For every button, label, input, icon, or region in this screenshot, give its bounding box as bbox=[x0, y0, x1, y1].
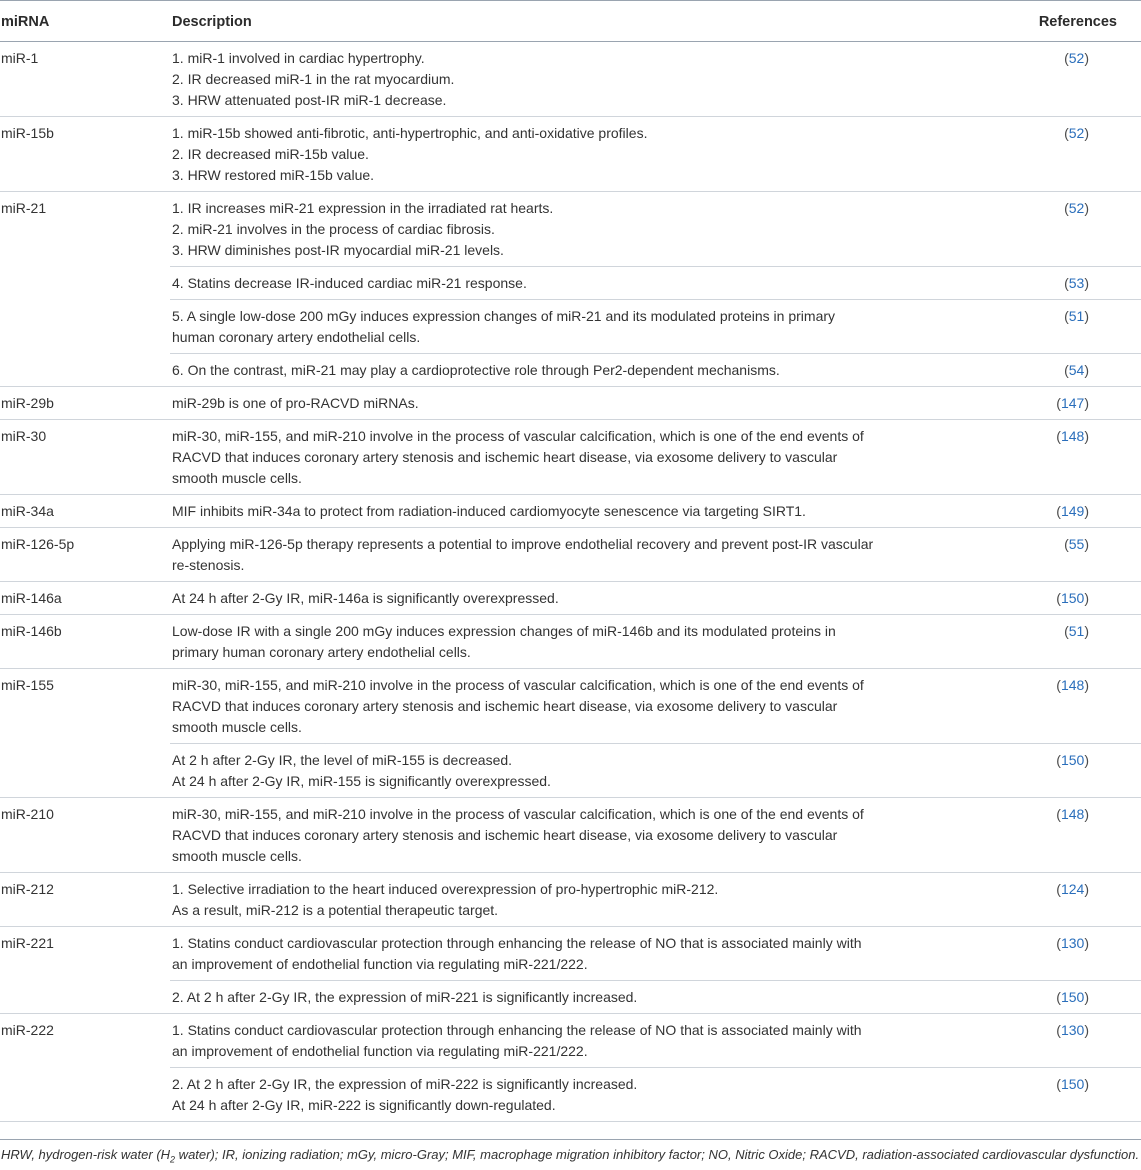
description-line: At 24 h after 2-Gy IR, miR-222 is significantly down-regulated. bbox=[172, 1097, 556, 1113]
mirna-name: miR-221 bbox=[1, 935, 54, 951]
table-row-group bbox=[0, 528, 1141, 582]
reference-cell: (130) bbox=[1056, 935, 1089, 951]
table-row bbox=[0, 495, 1141, 527]
description-line: primary human coronary artery endothelial cells. bbox=[172, 644, 471, 660]
description-cell bbox=[172, 426, 942, 489]
table-row-group bbox=[0, 798, 1141, 873]
reference-cell: (130) bbox=[1056, 1022, 1089, 1038]
table-header bbox=[0, 0, 1141, 42]
description-line: miR-30, miR-155, and miR-210 involve in the process of vascular calcification, which is one of the end events of bbox=[172, 677, 864, 693]
header-mirna: miRNA bbox=[1, 14, 50, 30]
description-line: smooth muscle cells. bbox=[172, 719, 302, 735]
reference-cell: (55) bbox=[1064, 536, 1089, 552]
mirna-name: miR-210 bbox=[1, 806, 54, 822]
description-cell bbox=[172, 588, 942, 609]
table-row bbox=[0, 42, 1141, 116]
reference-link[interactable]: 52 bbox=[1068, 50, 1085, 66]
description-line: an improvement of endothelial function via regulating miR-221/222. bbox=[172, 956, 588, 972]
table-row bbox=[0, 615, 1141, 668]
table-row bbox=[0, 927, 1141, 980]
reference-link[interactable]: 51 bbox=[1068, 308, 1085, 324]
reference-cell: (124) bbox=[1056, 881, 1089, 897]
description-cell bbox=[172, 360, 942, 381]
table-row-group bbox=[0, 615, 1141, 669]
table-row-group bbox=[0, 420, 1141, 495]
description-cell bbox=[172, 621, 942, 663]
reference-link[interactable]: 54 bbox=[1068, 362, 1085, 378]
table-row bbox=[0, 528, 1141, 581]
description-line: RACVD that induces coronary artery stenosis and ischemic heart disease, via exosome delivery to vascular bbox=[172, 827, 838, 843]
description-line: miR-30, miR-155, and miR-210 involve in the process of vascular calcification, which is one of the end events of bbox=[172, 428, 864, 444]
reference-cell: (51) bbox=[1064, 308, 1089, 324]
description-line: 1. IR increases miR-21 expression in the irradiated rat hearts. bbox=[172, 200, 554, 216]
reference-link[interactable]: 150 bbox=[1060, 590, 1085, 606]
reference-cell: (51) bbox=[1064, 623, 1089, 639]
description-line: At 24 h after 2-Gy IR, miR-155 is significantly overexpressed. bbox=[172, 773, 551, 789]
table-row-group bbox=[0, 873, 1141, 927]
reference-cell: (150) bbox=[1056, 590, 1089, 606]
table-row-group bbox=[0, 192, 1141, 387]
description-line: 3. HRW diminishes post-IR myocardial miR-21 levels. bbox=[172, 242, 504, 258]
reference-link[interactable]: 51 bbox=[1068, 623, 1085, 639]
table-row bbox=[170, 1067, 1141, 1121]
description-line: Applying miR-126-5p therapy represents a potential to improve endothelial recovery and prevent post-IR vascular bbox=[172, 536, 874, 552]
description-line: MIF inhibits miR-34a to protect from radiation-induced cardiomyocyte senescence via targeting SIRT1. bbox=[172, 503, 806, 519]
description-cell bbox=[172, 879, 942, 921]
description-cell bbox=[172, 306, 942, 348]
description-cell bbox=[172, 198, 942, 261]
mirna-name: miR-222 bbox=[1, 1022, 54, 1038]
description-line: 1. Selective irradiation to the heart induced overexpression of pro-hypertrophic miR-212. bbox=[172, 881, 719, 897]
reference-cell: (150) bbox=[1056, 1076, 1089, 1092]
description-cell bbox=[172, 48, 942, 111]
description-cell bbox=[172, 393, 942, 414]
description-line: 3. HRW attenuated post-IR miR-1 decrease. bbox=[172, 92, 447, 108]
table-row bbox=[0, 1014, 1141, 1067]
mirna-name: miR-146b bbox=[1, 623, 62, 639]
table-row-group bbox=[0, 582, 1141, 615]
description-line: 2. At 2 h after 2-Gy IR, the expression of miR-222 is significantly increased. bbox=[172, 1076, 638, 1092]
reference-cell: (52) bbox=[1064, 200, 1089, 216]
reference-link[interactable]: 149 bbox=[1060, 503, 1085, 519]
table-row bbox=[170, 353, 1141, 386]
table-row bbox=[0, 420, 1141, 494]
reference-link[interactable]: 148 bbox=[1060, 677, 1085, 693]
table-row bbox=[0, 117, 1141, 191]
mirna-name: miR-30 bbox=[1, 428, 47, 444]
description-cell bbox=[172, 123, 942, 186]
table-row bbox=[0, 582, 1141, 614]
description-line: 2. IR decreased miR-15b value. bbox=[172, 146, 369, 162]
reference-cell: (147) bbox=[1056, 395, 1089, 411]
table-row bbox=[0, 798, 1141, 872]
table-row-group bbox=[0, 117, 1141, 192]
description-line: 1. miR-15b showed anti-fibrotic, anti-hypertrophic, and anti-oxidative profiles. bbox=[172, 125, 648, 141]
reference-link[interactable]: 55 bbox=[1068, 536, 1085, 552]
reference-cell: (52) bbox=[1064, 50, 1089, 66]
description-line: 2. At 2 h after 2-Gy IR, the expression of miR-221 is significantly increased. bbox=[172, 989, 638, 1005]
description-line: human coronary artery endothelial cells. bbox=[172, 329, 421, 345]
description-line: 5. A single low-dose 200 mGy induces expression changes of miR-21 and its modulated proteins in primary bbox=[172, 308, 836, 324]
mirna-name: miR-126-5p bbox=[1, 536, 75, 552]
header-description: Description bbox=[172, 14, 252, 30]
reference-link[interactable]: 148 bbox=[1060, 428, 1085, 444]
mirna-name: miR-146a bbox=[1, 590, 62, 606]
reference-link[interactable]: 148 bbox=[1060, 806, 1085, 822]
reference-cell: (53) bbox=[1064, 275, 1089, 291]
reference-cell: (54) bbox=[1064, 362, 1089, 378]
description-line: 2. IR decreased miR-1 in the rat myocardium. bbox=[172, 71, 455, 87]
description-cell bbox=[172, 1074, 942, 1116]
description-cell bbox=[172, 534, 942, 576]
reference-link[interactable]: 130 bbox=[1060, 935, 1085, 951]
footnote-subscript: 2 bbox=[170, 1154, 176, 1165]
description-line: an improvement of endothelial function via regulating miR-221/222. bbox=[172, 1043, 588, 1059]
table-row-group bbox=[0, 1014, 1141, 1122]
table-footnote bbox=[0, 1139, 1141, 1170]
reference-cell: (148) bbox=[1056, 677, 1089, 693]
description-cell bbox=[172, 675, 942, 738]
description-line: miR-30, miR-155, and miR-210 involve in the process of vascular calcification, which is one of the end events of bbox=[172, 806, 864, 822]
description-cell bbox=[172, 933, 942, 975]
reference-cell: (52) bbox=[1064, 125, 1089, 141]
description-line: RACVD that induces coronary artery stenosis and ischemic heart disease, via exosome delivery to vascular bbox=[172, 449, 838, 465]
table-row-group bbox=[0, 387, 1141, 420]
reference-cell: (148) bbox=[1056, 428, 1089, 444]
description-line: miR-29b is one of pro-RACVD miRNAs. bbox=[172, 395, 419, 411]
reference-link[interactable]: 147 bbox=[1060, 395, 1085, 411]
table-row bbox=[170, 266, 1141, 299]
mirna-name: miR-155 bbox=[1, 677, 54, 693]
reference-link[interactable]: 150 bbox=[1060, 989, 1085, 1005]
description-line: re-stenosis. bbox=[172, 557, 245, 573]
table-row bbox=[0, 873, 1141, 926]
description-line: 1. miR-1 involved in cardiac hypertrophy. bbox=[172, 50, 425, 66]
mirna-name: miR-21 bbox=[1, 200, 47, 216]
table-row bbox=[170, 299, 1141, 353]
table-row-group bbox=[0, 927, 1141, 1014]
description-line: As a result, miR-212 is a potential therapeutic target. bbox=[172, 902, 499, 918]
description-cell bbox=[172, 1020, 942, 1062]
description-line: At 2 h after 2-Gy IR, the level of miR-155 is decreased. bbox=[172, 752, 513, 768]
description-cell bbox=[172, 987, 942, 1008]
footnote-text-2: water); IR, ionizing radiation; mGy, micro-Gray; MIF, macrophage migration inhibitory factor; NO, Nitric Oxide; RACVD, radiation-associated cardiovascular dysfunction. bbox=[175, 1147, 1140, 1162]
table-row-group bbox=[0, 669, 1141, 798]
description-line: smooth muscle cells. bbox=[172, 470, 302, 486]
table-row bbox=[170, 980, 1141, 1013]
table-row bbox=[0, 387, 1141, 419]
reference-cell: (150) bbox=[1056, 989, 1089, 1005]
mirna-name: miR-212 bbox=[1, 881, 54, 897]
description-line: smooth muscle cells. bbox=[172, 848, 302, 864]
table-row-group bbox=[0, 42, 1141, 117]
description-cell bbox=[172, 804, 942, 867]
mirna-name: miR-34a bbox=[1, 503, 54, 519]
header-references: References bbox=[1038, 14, 1117, 30]
description-cell bbox=[172, 501, 942, 522]
description-cell bbox=[172, 750, 942, 792]
table-row bbox=[0, 669, 1141, 743]
reference-link[interactable]: 150 bbox=[1060, 1076, 1085, 1092]
reference-link[interactable]: 124 bbox=[1060, 881, 1085, 897]
description-line: 2. miR-21 involves in the process of cardiac fibrosis. bbox=[172, 221, 495, 237]
description-cell bbox=[172, 273, 942, 294]
mirna-name: miR-15b bbox=[1, 125, 54, 141]
table-row bbox=[170, 743, 1141, 797]
reference-cell: (148) bbox=[1056, 806, 1089, 822]
reference-link[interactable]: 130 bbox=[1060, 1022, 1085, 1038]
description-line: 3. HRW restored miR-15b value. bbox=[172, 167, 375, 183]
reference-cell: (150) bbox=[1056, 752, 1089, 768]
description-line: 6. On the contrast, miR-21 may play a cardioprotective role through Per2-dependent mechanisms. bbox=[172, 362, 780, 378]
footnote-text-1: HRW, hydrogen-risk water (H bbox=[1, 1147, 171, 1162]
description-line: RACVD that induces coronary artery stenosis and ischemic heart disease, via exosome delivery to vascular bbox=[172, 698, 838, 714]
reference-link[interactable]: 52 bbox=[1068, 200, 1085, 216]
description-line: At 24 h after 2-Gy IR, miR-146a is significantly overexpressed. bbox=[172, 590, 559, 606]
reference-cell: (149) bbox=[1056, 503, 1089, 519]
table-body bbox=[0, 42, 1141, 1122]
mirna-name: miR-1 bbox=[1, 50, 39, 66]
description-line: 1. Statins conduct cardiovascular protection through enhancing the release of NO that is associated mainly with bbox=[172, 1022, 862, 1038]
description-line: Low-dose IR with a single 200 mGy induces expression changes of miR-146b and its modulated proteins in bbox=[172, 623, 836, 639]
table-row-group bbox=[0, 495, 1141, 528]
reference-link[interactable]: 150 bbox=[1060, 752, 1085, 768]
reference-link[interactable]: 52 bbox=[1068, 125, 1085, 141]
description-line: 1. Statins conduct cardiovascular protection through enhancing the release of NO that is associated mainly with bbox=[172, 935, 862, 951]
mirna-name: miR-29b bbox=[1, 395, 54, 411]
description-line: 4. Statins decrease IR-induced cardiac miR-21 response. bbox=[172, 275, 527, 291]
table-row bbox=[0, 192, 1141, 266]
reference-link[interactable]: 53 bbox=[1068, 275, 1085, 291]
